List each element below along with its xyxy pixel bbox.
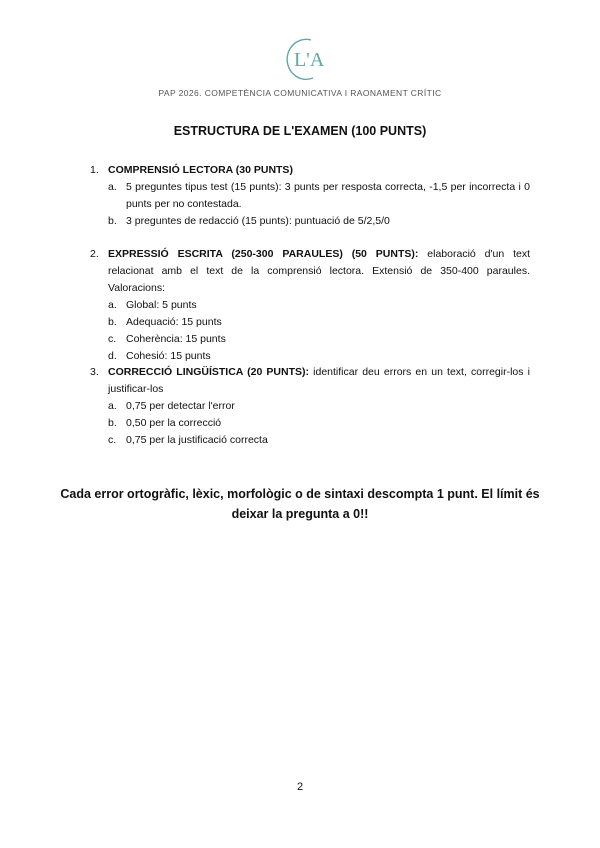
list-item xyxy=(108,348,530,365)
item-text: Coherència: 15 punts xyxy=(126,333,226,345)
document-title: ESTRUCTURA DE L'EXAMEN (100 PUNTS) xyxy=(173,124,427,138)
item-text: Global: 5 punts xyxy=(126,299,197,311)
section-correccio xyxy=(90,364,530,449)
item-letter: d. xyxy=(108,350,117,362)
list-item xyxy=(108,331,530,348)
section-number: 1. xyxy=(90,164,99,176)
item-letter: a. xyxy=(108,299,117,311)
item-letter: c. xyxy=(108,333,117,345)
list-item xyxy=(108,314,530,331)
section-text: elaboració d'un text relacionat amb el text de la comprensió lectora. Extensió de 350-400 paraules. Valoracions: xyxy=(108,248,530,294)
sublist xyxy=(108,297,530,365)
sublist xyxy=(108,398,530,449)
page-number: 2 xyxy=(296,781,304,793)
header-subtitle: PAP 2026. COMPETÈNCIA COMUNICATIVA I RAONAMENT CRÍTIC xyxy=(158,88,442,98)
section-number: 3. xyxy=(90,366,99,378)
item-text: 0,50 per la correcció xyxy=(126,417,222,429)
item-letter: b. xyxy=(108,215,117,227)
list-item xyxy=(108,415,530,432)
list-item xyxy=(108,432,530,449)
section-comprensio xyxy=(90,162,530,230)
sublist xyxy=(108,179,530,230)
item-letter: b. xyxy=(108,316,117,328)
item-text: Cohesió: 15 punts xyxy=(126,350,211,362)
list-item xyxy=(108,179,530,213)
footer-note: Cada error ortogràfic, lèxic, morfològic o de sintaxi descompta 1 punt. El límit és deixar la pregunta a 0!! xyxy=(60,487,540,521)
section-heading: COMPRENSIÓ LECTORA (30 PUNTS) xyxy=(108,164,293,176)
list-item xyxy=(108,398,530,415)
item-text: 0,75 per detectar l'error xyxy=(126,400,235,412)
logo xyxy=(282,36,324,82)
section-heading: CORRECCIÓ LINGÜÍSTICA (20 PUNTS): xyxy=(108,366,310,378)
list-item xyxy=(108,213,530,230)
section-expressio xyxy=(90,246,530,365)
list-item xyxy=(108,297,530,314)
section-heading: EXPRESSIÓ ESCRITA (250-300 PARAULES) (50 PUNTS): xyxy=(108,248,419,260)
item-text: 0,75 per la justificació correcta xyxy=(126,434,268,446)
item-text: 5 preguntes tipus test (15 punts): 3 punts per resposta correcta, -1,5 per incorrecta i 0 punts per no contestada. xyxy=(126,181,530,210)
item-letter: c. xyxy=(108,434,117,446)
section-number: 2. xyxy=(90,248,99,260)
item-text: Adequació: 15 punts xyxy=(126,316,222,328)
logo-text: L'A xyxy=(294,49,324,71)
item-text: 3 preguntes de redacció (15 punts): puntuació de 5/2,5/0 xyxy=(126,215,390,227)
section-text: identificar deu errors en un text, corregir-los i justificar-los xyxy=(108,366,530,395)
item-letter: a. xyxy=(108,400,117,412)
item-letter: a. xyxy=(108,181,117,193)
item-letter: b. xyxy=(108,417,117,429)
